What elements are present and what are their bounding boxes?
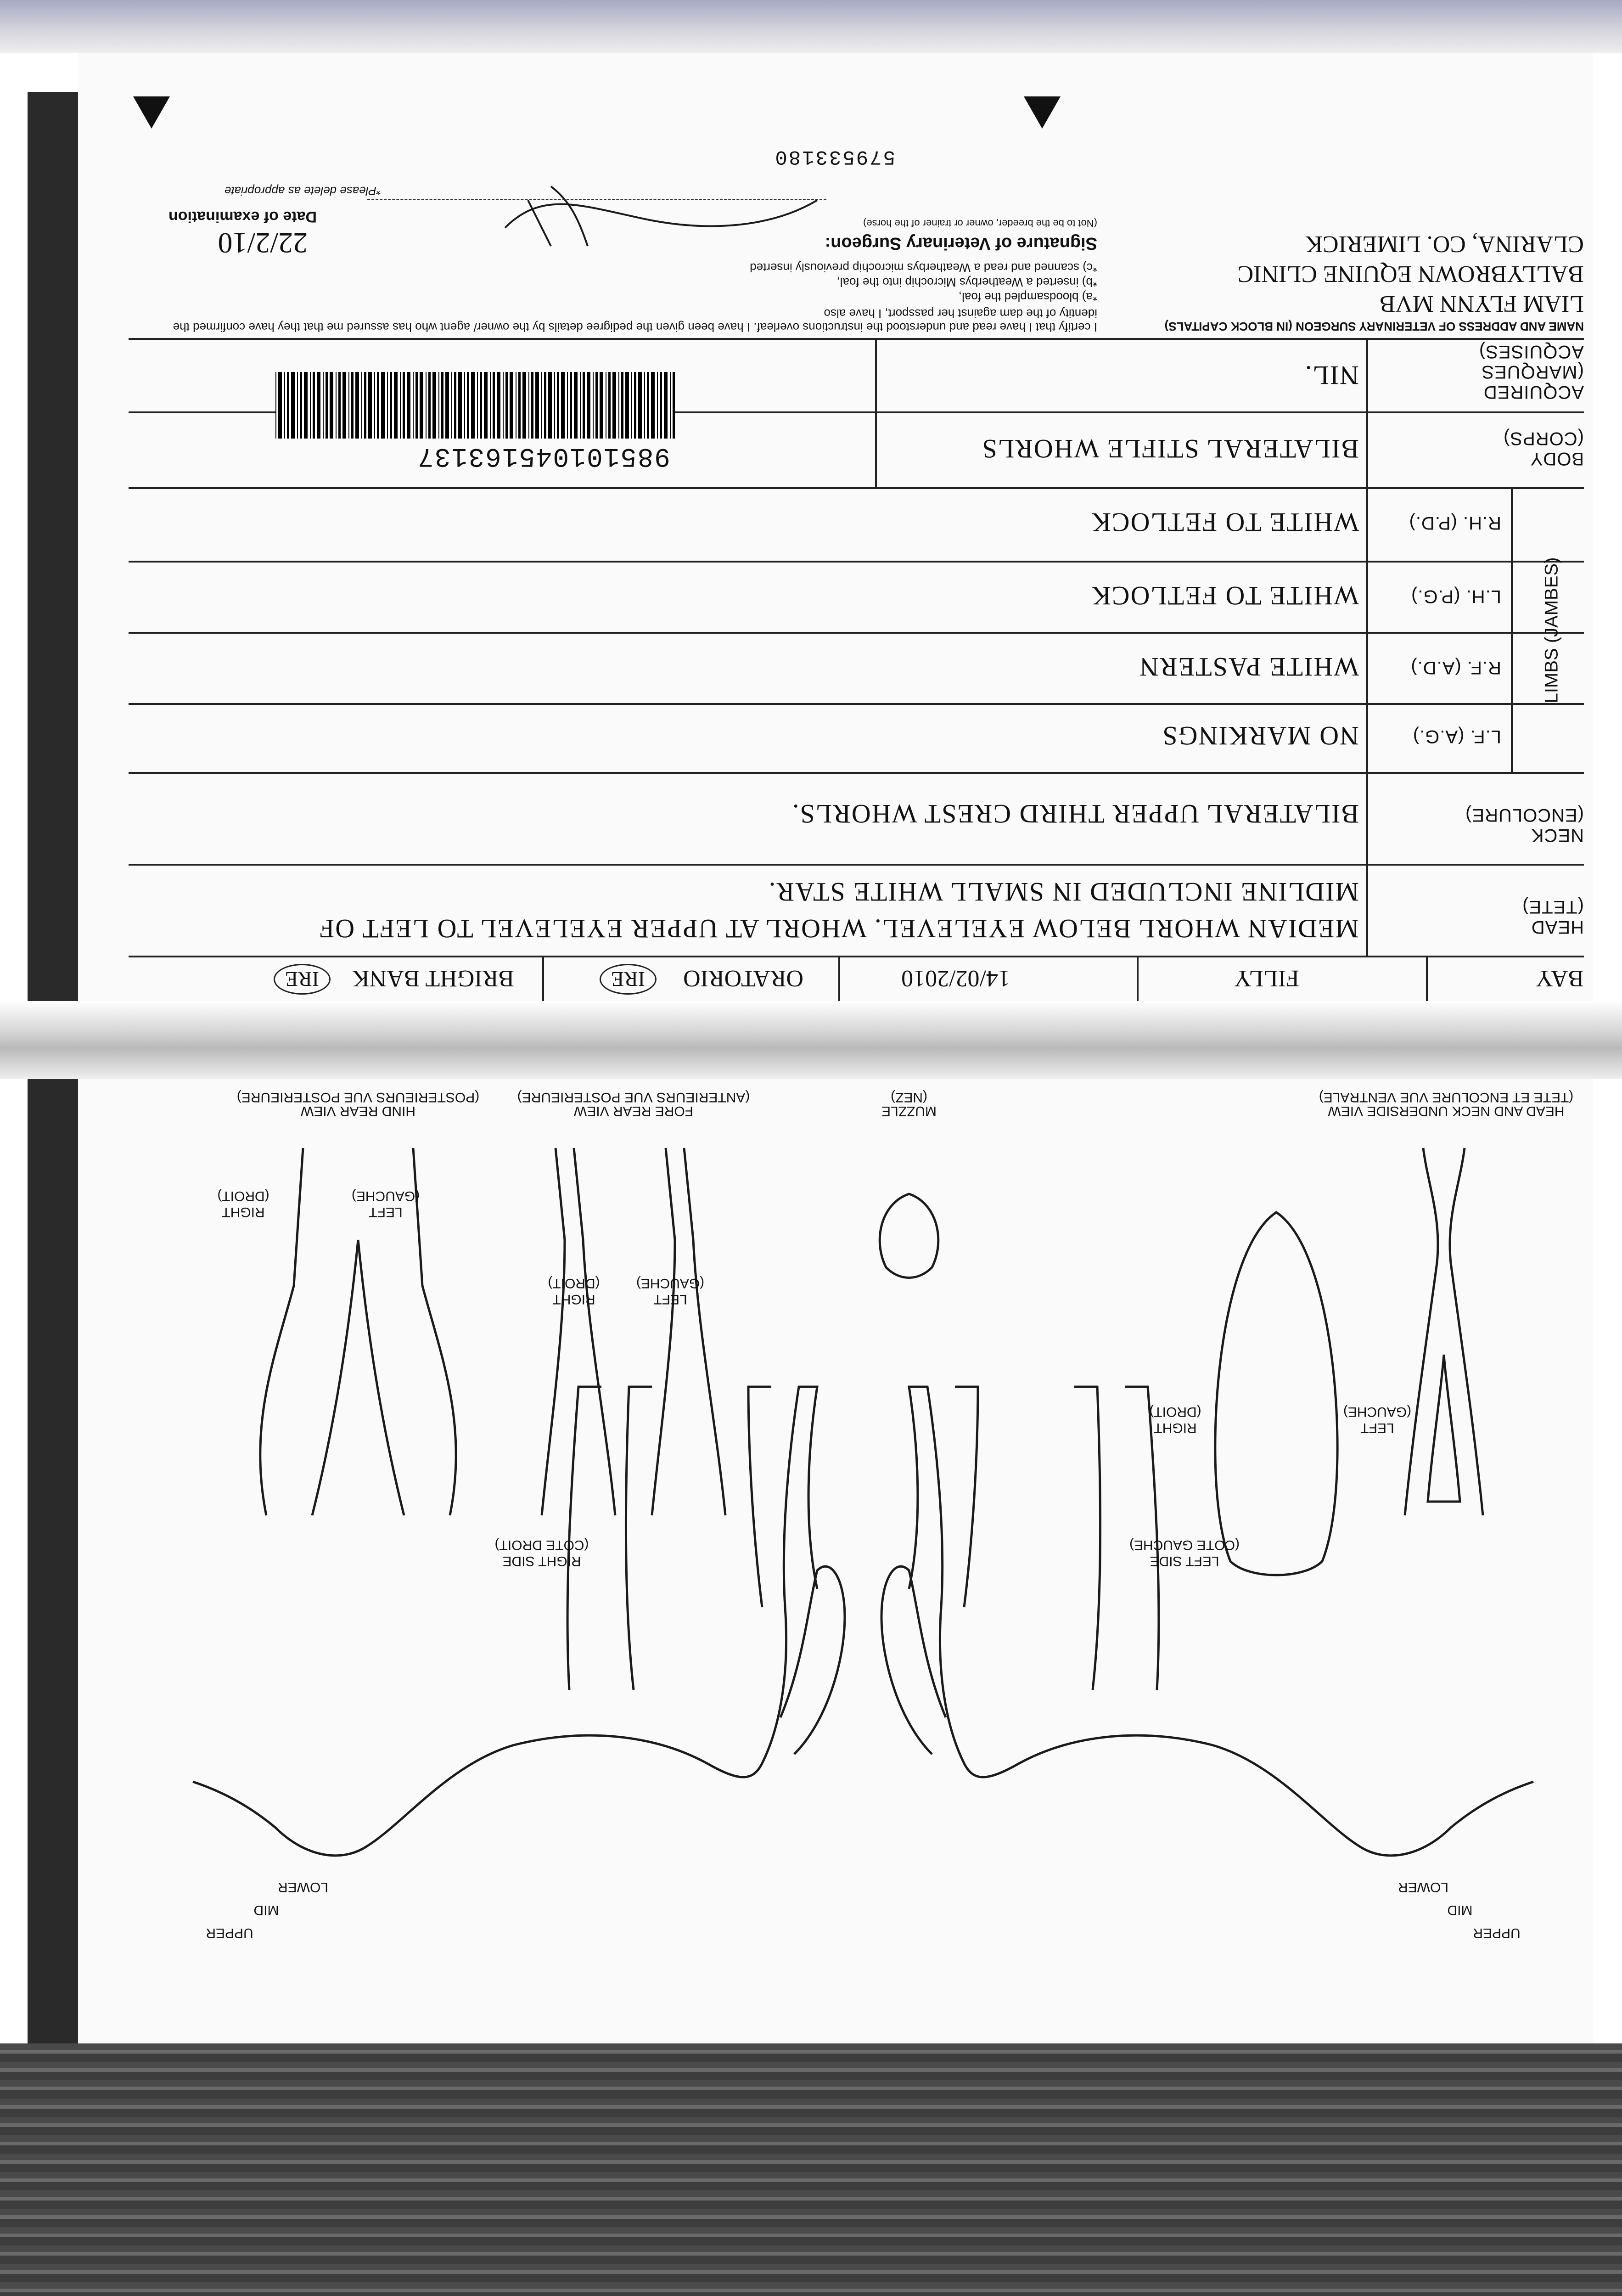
certification-text: I certify that I have read and understood the instructions overleaf. I have been given the pedigree details by the owner/ agent who has assured me that they have confirmed the identity of the dam against her passport, I have also bbox=[173, 307, 1097, 334]
sire-country: IRE bbox=[600, 964, 657, 995]
muzzle-outline bbox=[880, 1194, 938, 1278]
left-neck-lower: LOWER bbox=[1398, 1880, 1449, 1895]
certification-a: *a) bloodsampled the foal, bbox=[958, 290, 1097, 304]
rf-row bbox=[129, 632, 1584, 705]
vet-section-label: NAME AND ADDRESS OF VETERINARY SURGEON (IN BLOCK CAPITALS) bbox=[1164, 320, 1584, 333]
left-side-title: LEFT SIDE bbox=[1150, 1553, 1219, 1569]
vet-signature bbox=[496, 173, 826, 255]
hind-left-label-fr: (GAUCHE) bbox=[351, 1188, 420, 1204]
microchip-number: 985101045163137 bbox=[416, 441, 670, 471]
body-value: BILATERAL STIFLE WHORLS bbox=[981, 434, 1359, 464]
exam-date: 22/2/10 bbox=[218, 227, 308, 259]
neck-row bbox=[129, 772, 1584, 866]
hind-right-label-fr: (DROIT) bbox=[217, 1188, 269, 1204]
muzzle-title-fr: (NEZ) bbox=[891, 1090, 927, 1105]
hind-rear-title: HIND REAR VIEW bbox=[300, 1103, 416, 1119]
left-side-title-fr: (COTE GAUCHE) bbox=[1129, 1537, 1240, 1553]
right-neck-mid: MID bbox=[253, 1902, 279, 1918]
neck-label: NECK (ENCOLURE) bbox=[1465, 805, 1584, 845]
head-left-label: LEFT bbox=[1360, 1420, 1394, 1435]
signature-note: (Not to be the breeder, owner or trainer of the horse) bbox=[863, 218, 1097, 229]
dam-country: IRE bbox=[274, 964, 331, 995]
lf-label: L.F. (A.G.) bbox=[1412, 726, 1501, 747]
rh-row bbox=[129, 487, 1584, 563]
acquired-label: ACQUIRED (MARQUES ACQUISES) bbox=[1478, 342, 1584, 402]
head-line-1: MEDIAN WHORL BELOW EYELEVEL. WHORL AT UPPER EYELEVEL TO LEFT OF bbox=[319, 914, 1359, 944]
lf-row bbox=[129, 703, 1584, 774]
certification-b: *b) inserted a Weatherbys Microchip into the foal, bbox=[836, 276, 1097, 289]
hind-right-label: RIGHT bbox=[222, 1204, 265, 1220]
head-label: HEAD (TETE) bbox=[1522, 897, 1584, 937]
corner-marker bbox=[1024, 96, 1061, 129]
head-left-label-fr: (GAUCHE) bbox=[1343, 1404, 1412, 1419]
page-fold bbox=[0, 1001, 1622, 1079]
vet-clinic: BALLYBROWN EQUINE CLINIC bbox=[1237, 261, 1584, 287]
fore-rear-title-fr: (ANTERIEURS VUE POSTERIEURE) bbox=[517, 1090, 750, 1105]
hind-rear-title-fr: (POSTERIEURS VUE POSTERIEURE) bbox=[236, 1090, 480, 1105]
rh-value: WHITE TO FETLOCK bbox=[1090, 507, 1359, 537]
head-right-label-fr: (DROIT) bbox=[1149, 1404, 1201, 1419]
scanner-edge-bottom bbox=[0, 2043, 1622, 2296]
horse-outlines bbox=[129, 1079, 1598, 2020]
head-right-label: RIGHT bbox=[1154, 1420, 1197, 1435]
markings-form bbox=[129, 106, 1584, 1001]
fore-right-label-fr: (DROIT) bbox=[548, 1276, 600, 1291]
identification-card bbox=[129, 106, 1584, 1001]
exam-date-label: Date of examination bbox=[168, 208, 317, 225]
certification-c: *c) scanned and read a Weatherbys microchip previously inserted bbox=[750, 261, 1097, 275]
form-number: 579533180 bbox=[774, 145, 895, 168]
vet-section bbox=[129, 104, 1584, 340]
fore-rear-title: FORE REAR VIEW bbox=[573, 1103, 694, 1119]
lh-label: L.H. (P.G.) bbox=[1411, 586, 1501, 607]
fore-left-label-fr: (GAUCHE) bbox=[636, 1276, 705, 1291]
right-side-title: RIGHT SIDE bbox=[502, 1553, 581, 1569]
head-front-view bbox=[1215, 1212, 1337, 1575]
fore-left-label: LEFT bbox=[653, 1292, 687, 1307]
right-side-tail bbox=[780, 1566, 845, 1754]
fore-right-label: RIGHT bbox=[552, 1292, 595, 1307]
right-neck-upper: UPPER bbox=[206, 1925, 253, 1941]
head-line-2: MIDLINE INCLUDED IN SMALL WHITE STAR. bbox=[768, 877, 1359, 907]
fore-rear-legs bbox=[542, 1148, 725, 1515]
left-neck-mid: MID bbox=[1447, 1902, 1473, 1918]
dob-value: 14/02/2010 bbox=[901, 965, 1010, 991]
lf-value: NO MARKINGS bbox=[1162, 721, 1359, 751]
limbs-label-box bbox=[1520, 489, 1584, 774]
left-side-tail bbox=[881, 1566, 946, 1754]
rh-label: R.H. (P.D.) bbox=[1409, 513, 1501, 533]
left-neck-upper: UPPER bbox=[1473, 1925, 1521, 1941]
right-side-horse bbox=[193, 1387, 817, 1856]
horse-diagram-sheet bbox=[129, 1079, 1598, 2020]
right-side-title-fr: (COTE DROIT) bbox=[494, 1537, 589, 1553]
colour-value: BAY bbox=[1535, 965, 1584, 991]
sire-value: ORATORIO bbox=[683, 965, 803, 991]
lh-value: WHITE TO FETLOCK bbox=[1090, 581, 1359, 611]
neck-value: BILATERAL UPPER THIRD CREST WHORLS. bbox=[791, 799, 1359, 829]
sex-value: FILLY bbox=[1234, 965, 1299, 991]
head-neck-title: HEAD AND NECK UNDERSIDE VIEW bbox=[1328, 1103, 1565, 1119]
signature-label: Signature of Veterinary Surgeon: bbox=[825, 234, 1097, 253]
vet-address: CLARINA, CO. LIMERICK bbox=[1305, 231, 1584, 257]
body-label: BODY (CORPS) bbox=[1503, 428, 1584, 469]
scanner-edge-top bbox=[0, 0, 1622, 53]
identity-row bbox=[129, 957, 1584, 1001]
delete-note: *Please delete as appropriate bbox=[224, 184, 381, 198]
corner-marker bbox=[133, 96, 170, 129]
acquired-value: NIL. bbox=[1304, 360, 1359, 390]
rf-value: WHITE PASTERN bbox=[1139, 652, 1359, 682]
right-neck-lower: LOWER bbox=[277, 1880, 329, 1895]
dam-value: BRIGHT BANK bbox=[352, 965, 514, 991]
head-row bbox=[129, 864, 1584, 957]
microchip-barcode bbox=[275, 372, 675, 439]
lh-row bbox=[129, 561, 1584, 634]
head-neck-underside bbox=[1405, 1148, 1483, 1515]
hind-left-label: LEFT bbox=[369, 1204, 403, 1220]
vet-name: LIAM FLYNN MVB bbox=[1379, 291, 1584, 317]
muzzle-title: MUZZLE bbox=[881, 1103, 937, 1119]
left-side-horse bbox=[909, 1387, 1533, 1856]
head-neck-title-fr: (TETE ET ENCOLURE VUE VENTRALE) bbox=[1319, 1090, 1574, 1105]
rf-label: R.F. (A.D.) bbox=[1410, 658, 1501, 678]
limbs-label: LIMBS (JAMBES) bbox=[1541, 557, 1562, 703]
